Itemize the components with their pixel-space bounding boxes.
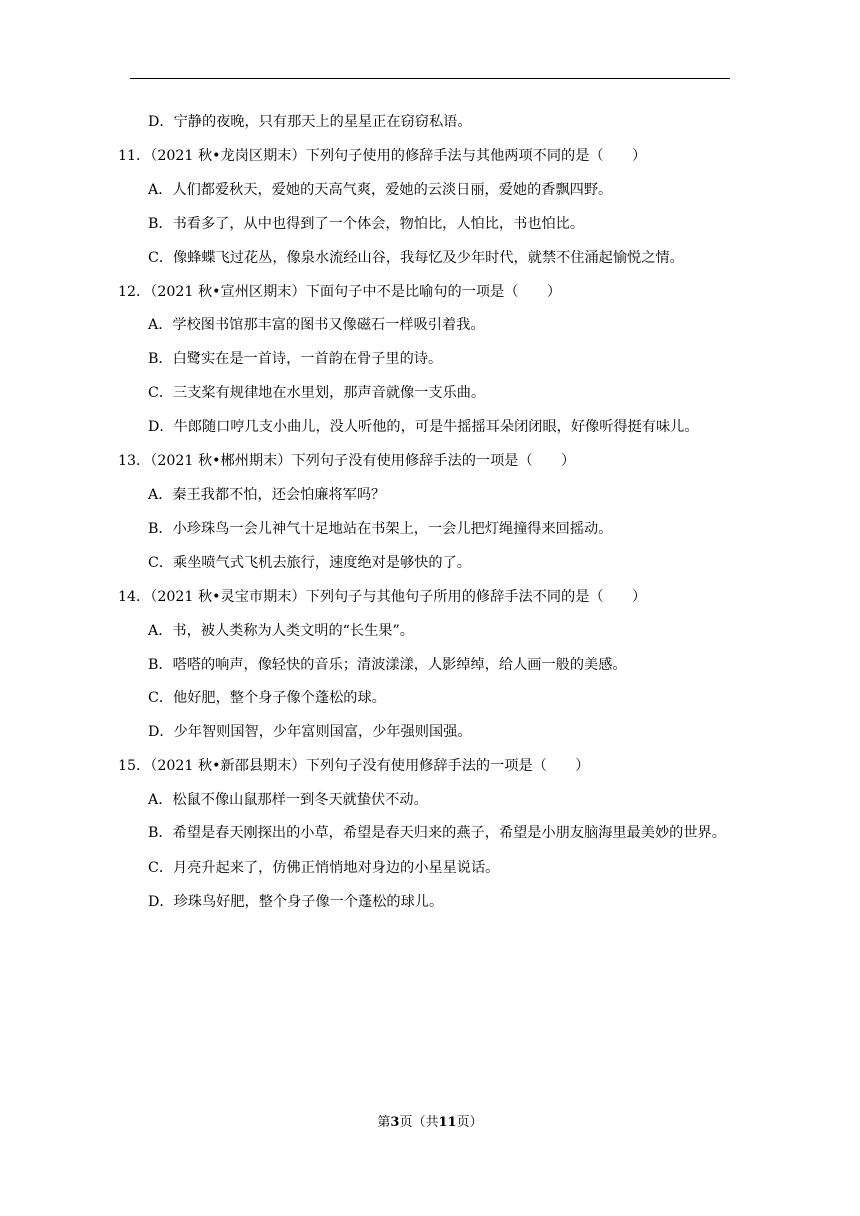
question-15-option-a: A．松鼠不像山鼠那样一到冬天就蛰伏不动。 (148, 792, 428, 809)
footer-mid: 页（共 (399, 1115, 439, 1130)
question-13-option-c: C．乘坐喷气式飞机去旅行，速度绝对是够快的了。 (148, 554, 471, 571)
question-12-stem: 12．（2021 秋•宣州区期末）下面句子中不是比喻句的一项是（ ） (118, 283, 562, 300)
question-15-stem: 15．（2021 秋•新邵县期末）下列句子没有使用修辞手法的一项是（ ） (118, 758, 590, 775)
question-11-option-a: A．人们都爱秋天，爱她的天高气爽，爱她的云淡日丽，爱她的香飘四野。 (148, 181, 613, 198)
question-12-option-c: C．三支桨有规律地在水里划，那声音就像一支乐曲。 (148, 385, 486, 402)
question-14-stem: 14．（2021 秋•灵宝市期末）下列句子与其他句子所用的修辞手法不同的是（ ） (118, 588, 647, 605)
question-15-option-d: D．珍珠鸟好肥，整个身子像一个蓬松的球儿。 (148, 893, 444, 910)
footer-page-number: 3 (390, 1115, 400, 1130)
question-14-option-a: A．书，被人类称为人类文明的“长生果”。 (148, 622, 414, 639)
question-14-option-c: C．他好肥，整个身子像个蓬松的球。 (148, 690, 386, 707)
question-13-option-a: A．秦王我都不怕，还会怕廉将军吗？ (148, 486, 386, 503)
page-footer (0, 1111, 860, 1130)
footer-prefix: 第 (377, 1115, 391, 1130)
question-14-option-b: B．嗒嗒的响声，像轻快的音乐；清波漾漾，人影绰绰，给人画一般的美感。 (148, 656, 627, 673)
question-14-option-d: D．少年智则国智，少年富则国富，少年强则国强。 (148, 724, 472, 741)
footer-suffix: 页） (456, 1115, 483, 1130)
header-rule (130, 78, 730, 79)
question-12-option-a: A．学校图书馆那丰富的图书又像磁石一样吸引着我。 (148, 317, 485, 334)
question-12-option-b: B．白鹭实在是一首诗，一首韵在骨子里的诗。 (148, 351, 443, 368)
question-12-option-d: D．牛郎随口哼几支小曲儿，没人听他的，可是牛摇摇耳朵闭闭眼，好像听得挺有味儿。 (148, 419, 699, 436)
footer-total-pages: 11 (438, 1115, 457, 1130)
question-list (118, 106, 732, 920)
question-11-option-c: C．像蜂蝶飞过花丛，像泉水流经山谷，我每忆及少年时代，就禁不住涌起愉悦之情。 (148, 249, 684, 266)
question-11-option-b: B．书看多了，从中也得到了一个体会，物怕比，人怕比，书也怕比。 (148, 215, 585, 232)
option-d-prev: D．宁静的夜晚，只有那天上的星星正在窃窃私语。 (148, 114, 472, 130)
question-15-option-b: B．希望是春天刚探出的小草，希望是春天归来的燕子，希望是小朋友脑海里最美妙的世界。 (148, 825, 726, 842)
question-13-stem: 13．（2021 秋•郴州期末）下列句子没有使用修辞手法的一项是（ ） (118, 453, 576, 470)
question-13-option-b: B．小珍珠鸟一会儿神气十足地站在书架上，一会儿把灯绳撞得来回摇动。 (148, 520, 613, 537)
question-15-option-c: C．月亮升起来了，仿佛正悄悄地对身边的小星星说话。 (148, 860, 500, 877)
question-11-stem: 11．（2021 秋•龙岗区期末）下列句子使用的修辞手法与其他两项不同的是（ ） (118, 147, 647, 164)
